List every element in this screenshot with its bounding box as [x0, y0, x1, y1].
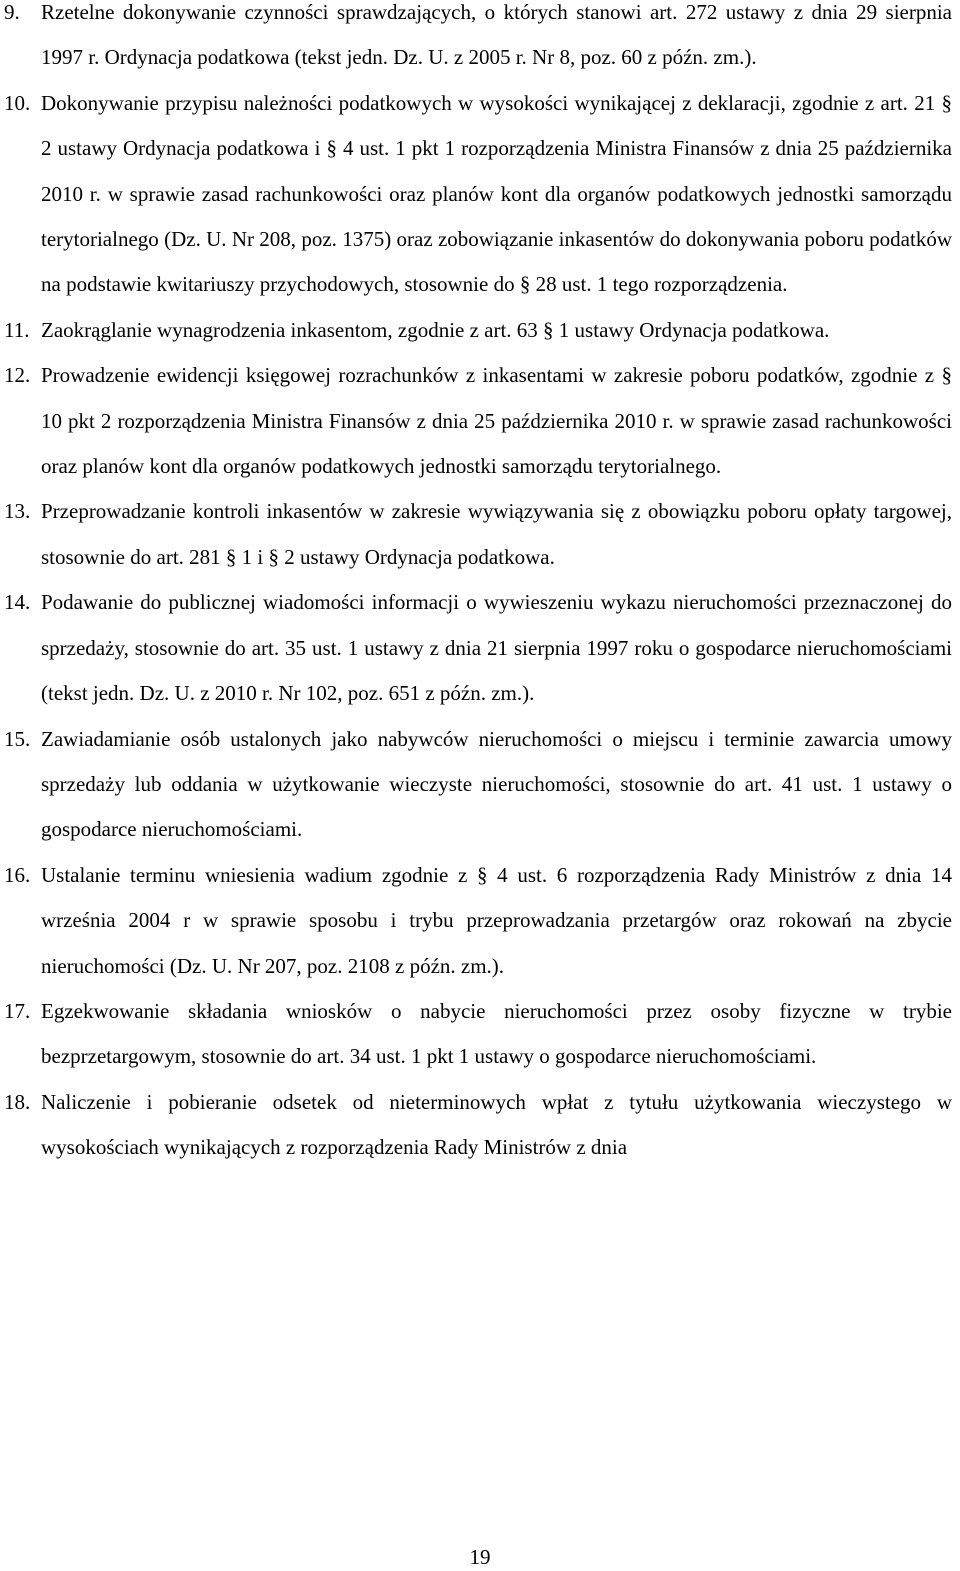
list-item — [0, 0, 960, 81]
item-number: 15. — [4, 726, 31, 751]
list-item — [0, 81, 960, 308]
list-item — [0, 580, 960, 716]
item-text: Zaokrąglanie wynagrodzenia inkasentom, zgodnie z art. 63 § 1 ustawy Ordynacja podatkowa. — [41, 317, 830, 342]
item-number: 9. — [4, 0, 20, 24]
item-text: Przeprowadzanie kontroli inkasentów w zakresie wywiązywania się z obowiązku poboru opłaty targowej, stosownie do art. 281 § 1 i § 2 ustawy Ordynacja podatkowa. — [41, 499, 952, 569]
item-text: Dokonywanie przypisu należności podatkowych w wysokości wynikającej z deklaracji, zgodnie z art. 21 § 2 ustawy Ordynacja podatkowa i § 4 ust. 1 pkt 1 rozporządzenia Ministra Finansów z dnia 25 października 2010 r. w sprawie zasad rachunkowości oraz planów kont dla organów podatkowych jednostki samorządu terytorialnego (Dz. U. Nr 208, poz. 1375) oraz zobowiązanie inkasentów do dokonywania poboru podatków na podstawie kwitariuszy przychodowych, stosownie do § 28 ust. 1 tego rozporządzenia. — [41, 90, 952, 297]
list-item — [0, 308, 960, 353]
item-number: 14. — [4, 590, 31, 615]
item-number: 17. — [4, 998, 31, 1023]
item-text: Zawiadamianie osób ustalonych jako nabywców nieruchomości o miejscu i terminie zawarcia umowy sprzedaży lub oddania w użytkowanie wieczyste nieruchomości, stosownie do art. 41 ust. 1 ustawy o gospodarce nieruchomościami. — [41, 726, 952, 842]
item-text: Prowadzenie ewidencji księgowej rozrachunków z inkasentami w zakresie poboru podatków, zgodnie z § 10 pkt 2 rozporządzenia Ministra Finansów z dnia 25 października 2010 r. w sprawie zasad rachunkowości oraz planów kont dla organów podatkowych jednostki samorządu terytorialnego. — [41, 363, 952, 479]
list-item — [0, 353, 960, 489]
item-number: 18. — [4, 1089, 31, 1114]
item-number: 13. — [4, 499, 31, 524]
item-text: Rzetelne dokonywanie czynności sprawdzających, o których stanowi art. 272 ustawy z dnia 29 sierpnia 1997 r. Ordynacja podatkowa (tekst jedn. Dz. U. z 2005 r. Nr 8, poz. 60 z późn. zm.). — [41, 0, 952, 70]
item-number: 11. — [4, 317, 30, 342]
item-text: Egzekwowanie składania wniosków o nabycie nieruchomości przez osoby fizyczne w trybie bezprzetargowym, stosownie do art. 34 ust. 1 pkt 1 ustawy o gospodarce nieruchomościami. — [41, 998, 952, 1069]
item-text: Podawanie do publicznej wiadomości informacji o wywieszeniu wykazu nieruchomości przeznaczonej do sprzedaży, stosownie do art. 35 ust. 1 ustawy z dnia 21 sierpnia 1997 roku o gospodarce nieruchomościami (tekst jedn. Dz. U. z 2010 r. Nr 102, poz. 651 z późn. zm.). — [41, 590, 952, 706]
list-item — [0, 489, 960, 580]
list-item — [0, 989, 960, 1080]
item-number: 12. — [4, 363, 31, 388]
item-text: Ustalanie terminu wniesienia wadium zgodnie z § 4 ust. 6 rozporządzenia Rady Ministrów z dnia 14 września 2004 r w sprawie sposobu i trybu przeprowadzania przetargów oraz rokowań na zbycie nieruchomości (Dz. U. Nr 207, poz. 2108 z późn. zm.). — [41, 862, 952, 978]
list-item — [0, 853, 960, 989]
item-number: 16. — [4, 862, 31, 887]
page-number: 19 — [469, 1545, 491, 1569]
list-item — [0, 717, 960, 853]
item-number: 10. — [4, 90, 31, 115]
list-item — [0, 1080, 960, 1171]
item-text: Naliczenie i pobieranie odsetek od nieterminowych wpłat z tytułu użytkowania wieczystego w wysokościach wynikających z rozporządzenia Rady Ministrów z dnia — [41, 1089, 952, 1160]
